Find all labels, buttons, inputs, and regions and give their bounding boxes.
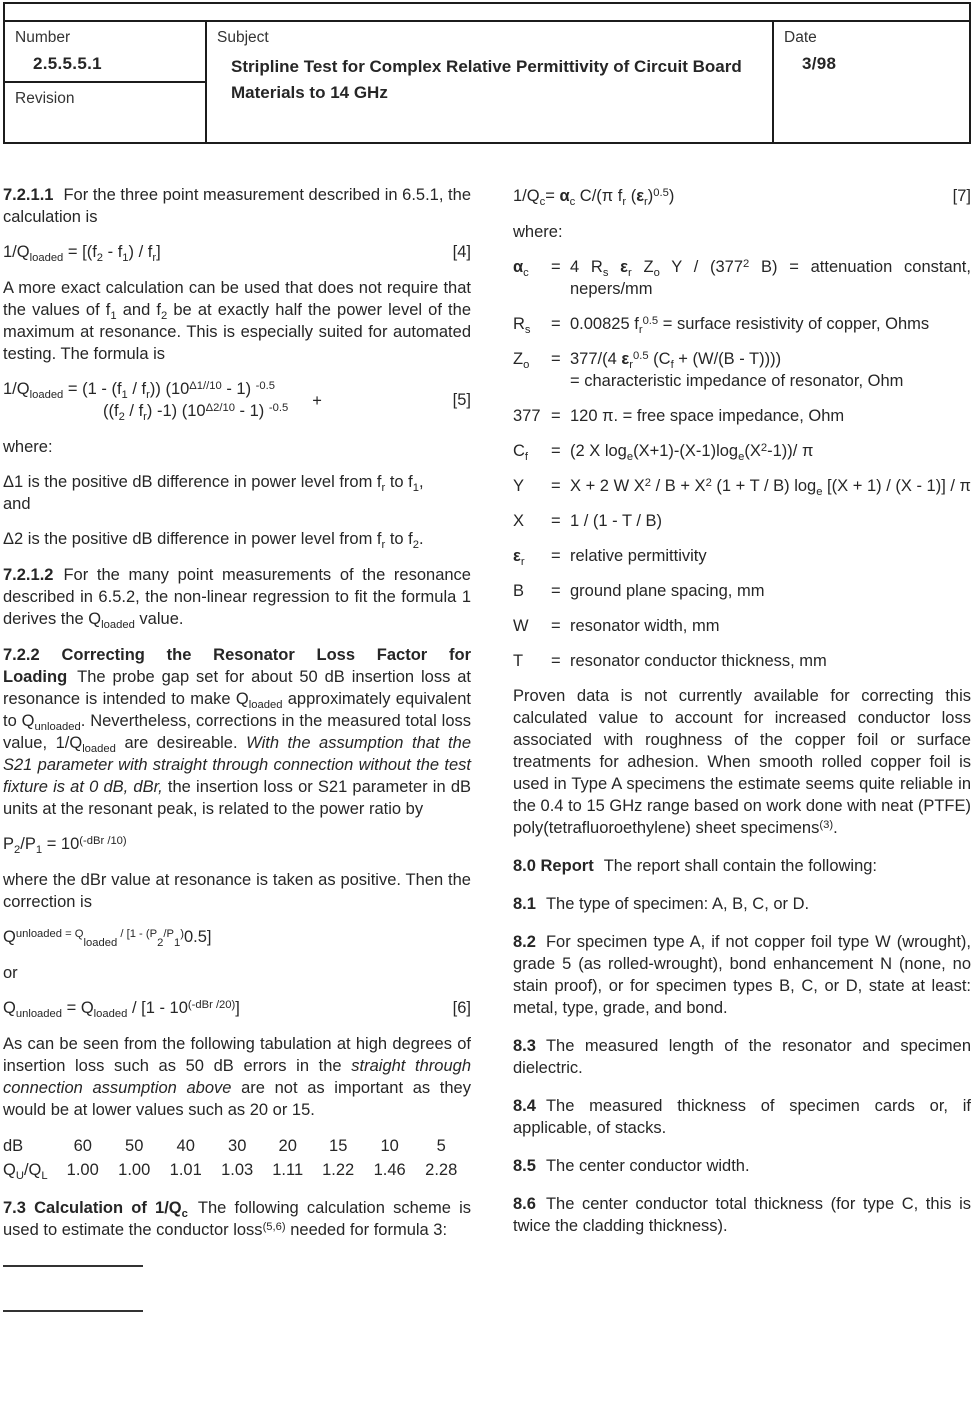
equals-sign: = (551, 315, 561, 333)
equation-number: [5] (452, 391, 471, 409)
number-label: Number (15, 29, 71, 46)
definition-term: T (513, 652, 524, 670)
definition-term: $R_s$ (513, 315, 531, 336)
paragraph: A more exact calculation can be used that does not require that the values of $f_1$ and $f_2$ be at exactly half the power level of the maximum at resonance. This is especially suited for automated testing. The formula is (3, 279, 471, 363)
formula-body: $1/Q_c= \alpha_c$ C/(π $f_r$ $(\varepsilon_r)^{0.5}$) (513, 186, 675, 208)
definition-item (513, 348, 971, 392)
definition-term: $C_f$ (513, 442, 529, 463)
paragraph: where: (3, 438, 53, 456)
definition-text: resonator width, mm (570, 617, 720, 635)
formula-body: $1/Q_{loaded} = [(f_2 - f_1) / f_r]$ (3, 243, 161, 264)
formula-body: $P_2/P_1 = 10^{(-dBr /10)}$ (3, 834, 127, 856)
table-cell: 5 (436, 1137, 446, 1155)
equals-sign: = (551, 442, 561, 460)
header-date-cell (773, 21, 970, 143)
definition-text: ground plane spacing, mm (570, 582, 765, 600)
body-columns (3, 184, 971, 1312)
definition-item (513, 313, 971, 335)
definition-text: 120 π. = free space impedance, Ohm (570, 407, 845, 425)
definition-term: Y (513, 477, 525, 495)
equals-sign: = (551, 350, 561, 368)
formula-line-1: $1/Q_{loaded} = (1 - (f_1 / f_r))$ $(10^{\Delta 1//10} - 1)$ $^{-0.5}$ (3, 379, 276, 401)
table-cell: 40 (176, 1137, 195, 1155)
formula-body: $Q^{unloaded = Q}_{loaded}$ $^{/ [1 - (P}_2^{/P}_1$)0.5] (3, 927, 212, 949)
date-label: Date (784, 29, 817, 46)
section-paragraph: 8.5 The center conductor width. (513, 1157, 750, 1175)
section-paragraph: 8.1 The type of specimen: A, B, C, or D. (513, 895, 810, 913)
definition-text: X + 2 W $X^2 / B + X^2$ (1 + T / B) $\log_e [(X + 1) / (X - 1)] / \pi$ (570, 476, 971, 498)
section-paragraph: 7.2.1.1 For the three point measurement described in 6.5.1, the calculation is (3, 186, 471, 226)
section-heading: 7.2.2 Correcting the Resonator Loss Factor for Loading (3, 646, 471, 686)
section-paragraph: 8.2 For specimen type A, if not copper foil type W (wrought), grade 5 (as rolled-wrought), bond enhancement N (none, no stain proof), or for specimen types B, C, or D, state at least: metal, type, grade, and bond. (513, 933, 971, 1017)
section-heading: 8.2 (513, 933, 536, 951)
definition-item (513, 475, 971, 497)
formula (3, 926, 471, 948)
definition-text: 0.00825 $f_r^{0.5}$ = surface resistivity of copper, Ohms (570, 314, 930, 336)
formula-line-2: ($(f_2 / f_r)$ -1) $(10^{\Delta 2/10} - 1) ^{-0.5}$ + (103, 392, 322, 423)
paragraph: Proven data is not currently available for correcting this calculated value to account for increased conductor loss associated with roughness of the copper foil or surface treatments for adhesion. When smooth rolled copper foil is used in Type A specimens the estimate seems quite reliable in the 0.4 to 15 GHz range based on work done with neat (PTFE) poly(tetrafluoroethylene) sheet specimens$^{(3)}$. (513, 687, 971, 837)
column-gap (471, 184, 513, 1312)
table-cell: 1.11 (272, 1161, 304, 1179)
table-cell: 1.46 (373, 1161, 406, 1179)
table-cell: 1.22 (322, 1161, 355, 1179)
section-heading: 8.5 (513, 1157, 536, 1175)
formula (3, 378, 471, 422)
paragraph: Δ1 is the positive dB difference in power level from $f_r$ to $f_1$, and (3, 473, 424, 513)
table-cell: 20 (278, 1137, 297, 1155)
definition-text: (2 X $\log_e(X+1)-(X-1)\log_e(X^2-1))/$ π (570, 441, 814, 463)
paragraph: As can be seen from the following tabulation at high degrees of insertion loss such as 50 dB errors in the straight through connection assumption above are not as important as they would be at lower values such as 20 or 15. (3, 1035, 472, 1119)
equation-number: [6] (452, 999, 471, 1017)
table-cell: 15 (329, 1137, 348, 1155)
paragraph: where: (513, 223, 563, 241)
date-value: 3/98 (802, 54, 837, 73)
table-cell: 60 (73, 1137, 92, 1155)
definition-item (513, 580, 971, 602)
equation-number: [4] (452, 243, 471, 261)
plus-operator: + (312, 392, 322, 410)
definition-text: resonator conductor thickness, mm (570, 652, 827, 670)
equals-sign: = (551, 582, 561, 600)
paragraph: where the dBr value at resonance is taken as positive. Then the correction is (3, 871, 471, 911)
equals-sign: = (551, 512, 561, 530)
table-row-header: dB (3, 1137, 24, 1155)
definition-item (513, 650, 971, 672)
table-row (3, 1134, 467, 1158)
definition-term: W (513, 617, 529, 635)
header-number-cell (4, 21, 206, 82)
subject-label: Subject (217, 29, 269, 46)
section-heading: 8.6 (513, 1195, 536, 1213)
definition-item (513, 615, 971, 637)
table-row (3, 1158, 467, 1182)
definition-text: 377/(4 $\varepsilon_r^{0.5}$ $(C_f + (W/(B - T)))$) = characteristic impedance of resonator, Ohm (570, 349, 904, 390)
equals-sign: = (551, 477, 561, 495)
number-value: 2.5.5.5.1 (33, 54, 102, 73)
definition-item (513, 256, 971, 300)
section-paragraph: 7.2.1.2 For the many point measurements of the resonance described in 6.5.2, the non-linear regression to fit the formula 1 derives the $Q_{loaded}$ value. (3, 566, 471, 631)
section-paragraph: 8.6 The center conductor total thickness (for type C, this is twice the cladding thickness). (513, 1195, 971, 1235)
table-cell: 1.00 (118, 1161, 151, 1179)
section-paragraph: 7.3 Calculation of $1/Q_c$ The following calculation scheme is used to estimate the conductor loss$^{(5,6)}$ needed for formula 3: (3, 1199, 471, 1239)
definition-term: $\varepsilon_r$ (513, 547, 525, 568)
section-heading: 7.3 Calculation of $1/Q_c$ (3, 1199, 188, 1220)
equals-sign: = (551, 617, 561, 635)
section-heading: 7.2.1.2 (3, 566, 54, 584)
definition-item (513, 405, 971, 427)
section-paragraph: 8.4 The measured thickness of specimen cards or, if applicable, of stacks. (513, 1097, 971, 1137)
left-column (3, 184, 471, 1312)
table-cell: 1.00 (66, 1161, 99, 1179)
table-cell: 1.01 (169, 1161, 202, 1179)
table-cell: 1.03 (221, 1161, 254, 1179)
definition-text: 4 $R_s$ $\varepsilon_r$ $Z_o$ Y / ($377^2$ B) = attenuation constant, nepers/mm (570, 257, 971, 298)
right-column (513, 184, 971, 1312)
table-row-header: $Q_U/Q_L$ (3, 1161, 48, 1182)
definition-item (513, 545, 971, 567)
section-heading: 8.4 (513, 1097, 536, 1115)
definition-term: $\alpha_c$ (513, 258, 529, 279)
section-heading: 8.1 (513, 895, 536, 913)
equals-sign: = (551, 407, 561, 425)
formula (3, 997, 471, 1019)
equals-sign: = (551, 258, 561, 276)
section-paragraph: 7.2.2 Correcting the Resonator Loss Factor for Loading The probe gap set for about 50 dB insertion loss at resonance is intended to make $Q_{loaded}$ approximately equivalent to $Q_{unloaded}$. Nevertheless, corrections in the measured total loss value, $1/Q_{loaded}$ are desireable. With the assumption that the S21 parameter with straight through connection without the test fixture is at 0 dB, dBr, the insertion loss or S21 parameter in dB units at the resonant peak, is related to the power ratio by (3, 646, 471, 818)
equals-sign: = (551, 547, 561, 565)
definition-item (513, 510, 971, 532)
definition-term: B (513, 582, 525, 600)
equals-sign: = (551, 652, 561, 670)
qu-ql-table (3, 1134, 467, 1182)
definition-term: $Z_o$ (513, 350, 530, 371)
paragraph: or (3, 964, 18, 982)
section-heading: 7.2.1.1 (3, 186, 54, 204)
definition-text: relative permittivity (570, 547, 707, 565)
definition-term: 377 (513, 407, 541, 425)
definition-term: X (513, 512, 525, 530)
table-cell: 2.28 (425, 1161, 458, 1179)
section-heading: 8.0 Report (513, 857, 594, 875)
formula (513, 185, 971, 207)
definition-text: 1 / (1 - T / B) (570, 512, 662, 530)
table-cell: 10 (380, 1137, 399, 1155)
formula (3, 241, 471, 263)
table-cell: 50 (125, 1137, 144, 1155)
section-heading: 8.3 (513, 1037, 536, 1055)
header-subject-cell (206, 21, 773, 143)
header-top-strip (3, 2, 971, 22)
table-cell: 30 (228, 1137, 247, 1155)
footnote-rule (3, 1310, 143, 1312)
revision-label: Revision (15, 90, 75, 107)
equation-number: [7] (952, 187, 971, 205)
section-paragraph: 8.3 The measured length of the resonator and specimen dielectric. (513, 1037, 971, 1077)
formula (3, 833, 471, 855)
formula-body: $Q_{unloaded} = Q_{loaded} / [1 - 10^{(-dBr /20)}]$ (3, 998, 240, 1020)
footnote-rule (3, 1265, 143, 1267)
definition-item (513, 440, 971, 462)
header-revision-cell (4, 82, 206, 143)
paragraph: Δ2 is the positive dB difference in power level from $f_r$ to $f_2$. (3, 530, 424, 551)
header-table (3, 20, 971, 144)
section-paragraph: 8.0 Report The report shall contain the following: (513, 857, 878, 875)
subject-value: Stripline Test for Complex Relative Permittivity of Circuit Board Materials to 14 GHz (231, 57, 742, 102)
